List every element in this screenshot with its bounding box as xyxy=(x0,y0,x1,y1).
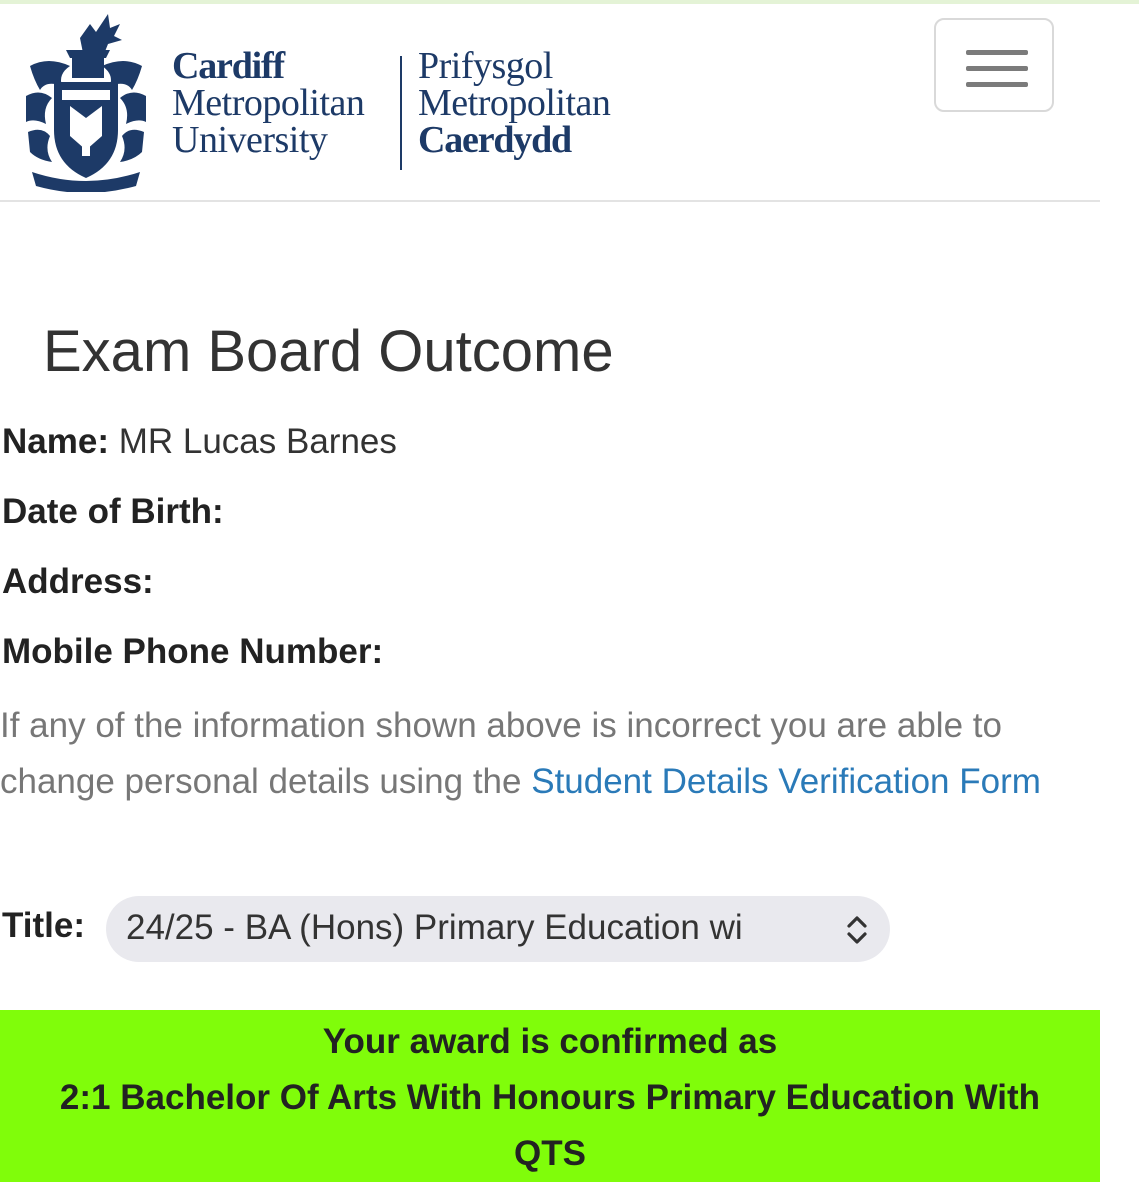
menu-toggle-button[interactable] xyxy=(934,18,1054,112)
logo-line-prifysgol: Prifysgol xyxy=(418,45,553,87)
award-title: 2:1 Bachelor Of Arts With Honours Primary Education With xyxy=(59,1078,1041,1117)
student-details-verification-link[interactable]: Student Details Verification Form xyxy=(531,762,1041,801)
logo-line-metropolitan: Metropolitan xyxy=(172,82,365,124)
university-crest-icon[interactable] xyxy=(22,10,150,192)
title-label: Title: xyxy=(2,906,85,945)
logo-line-metropolitan-cy: Metropolitan xyxy=(418,82,611,124)
logo-line-university: University xyxy=(172,119,328,161)
logo-divider xyxy=(400,56,402,170)
logo-line-cardiff: Cardiff xyxy=(172,45,284,87)
award-confirmation-banner xyxy=(0,1010,1100,1182)
phone-label: Mobile Phone Number: xyxy=(2,632,384,671)
site-header xyxy=(0,4,1100,202)
award-intro: Your award is confirmed as xyxy=(322,1022,778,1061)
name-value: MR Lucas Barnes xyxy=(118,422,397,461)
logo-text-welsh xyxy=(418,45,611,161)
info-paragraph xyxy=(0,698,1120,810)
dob-label: Date of Birth: xyxy=(2,492,224,531)
logo-line-caerdydd: Caerdydd xyxy=(418,119,571,161)
name-field xyxy=(2,422,397,462)
name-label: Name: xyxy=(2,422,109,461)
address-field xyxy=(2,562,154,602)
award-title-continued: QTS xyxy=(514,1134,586,1173)
logo-text-english xyxy=(172,45,365,161)
info-text: If any of the information shown above is incorrect you are able to change personal details using the xyxy=(0,706,1002,801)
dob-field xyxy=(2,492,224,532)
title-select[interactable] xyxy=(106,896,890,962)
select-updown-chevron-icon xyxy=(842,910,872,950)
phone-field xyxy=(2,632,383,672)
page-title: Exam Board Outcome xyxy=(43,319,614,384)
title-select-value: 24/25 - BA (Hons) Primary Education wi xyxy=(126,908,743,947)
address-label: Address: xyxy=(2,562,154,601)
